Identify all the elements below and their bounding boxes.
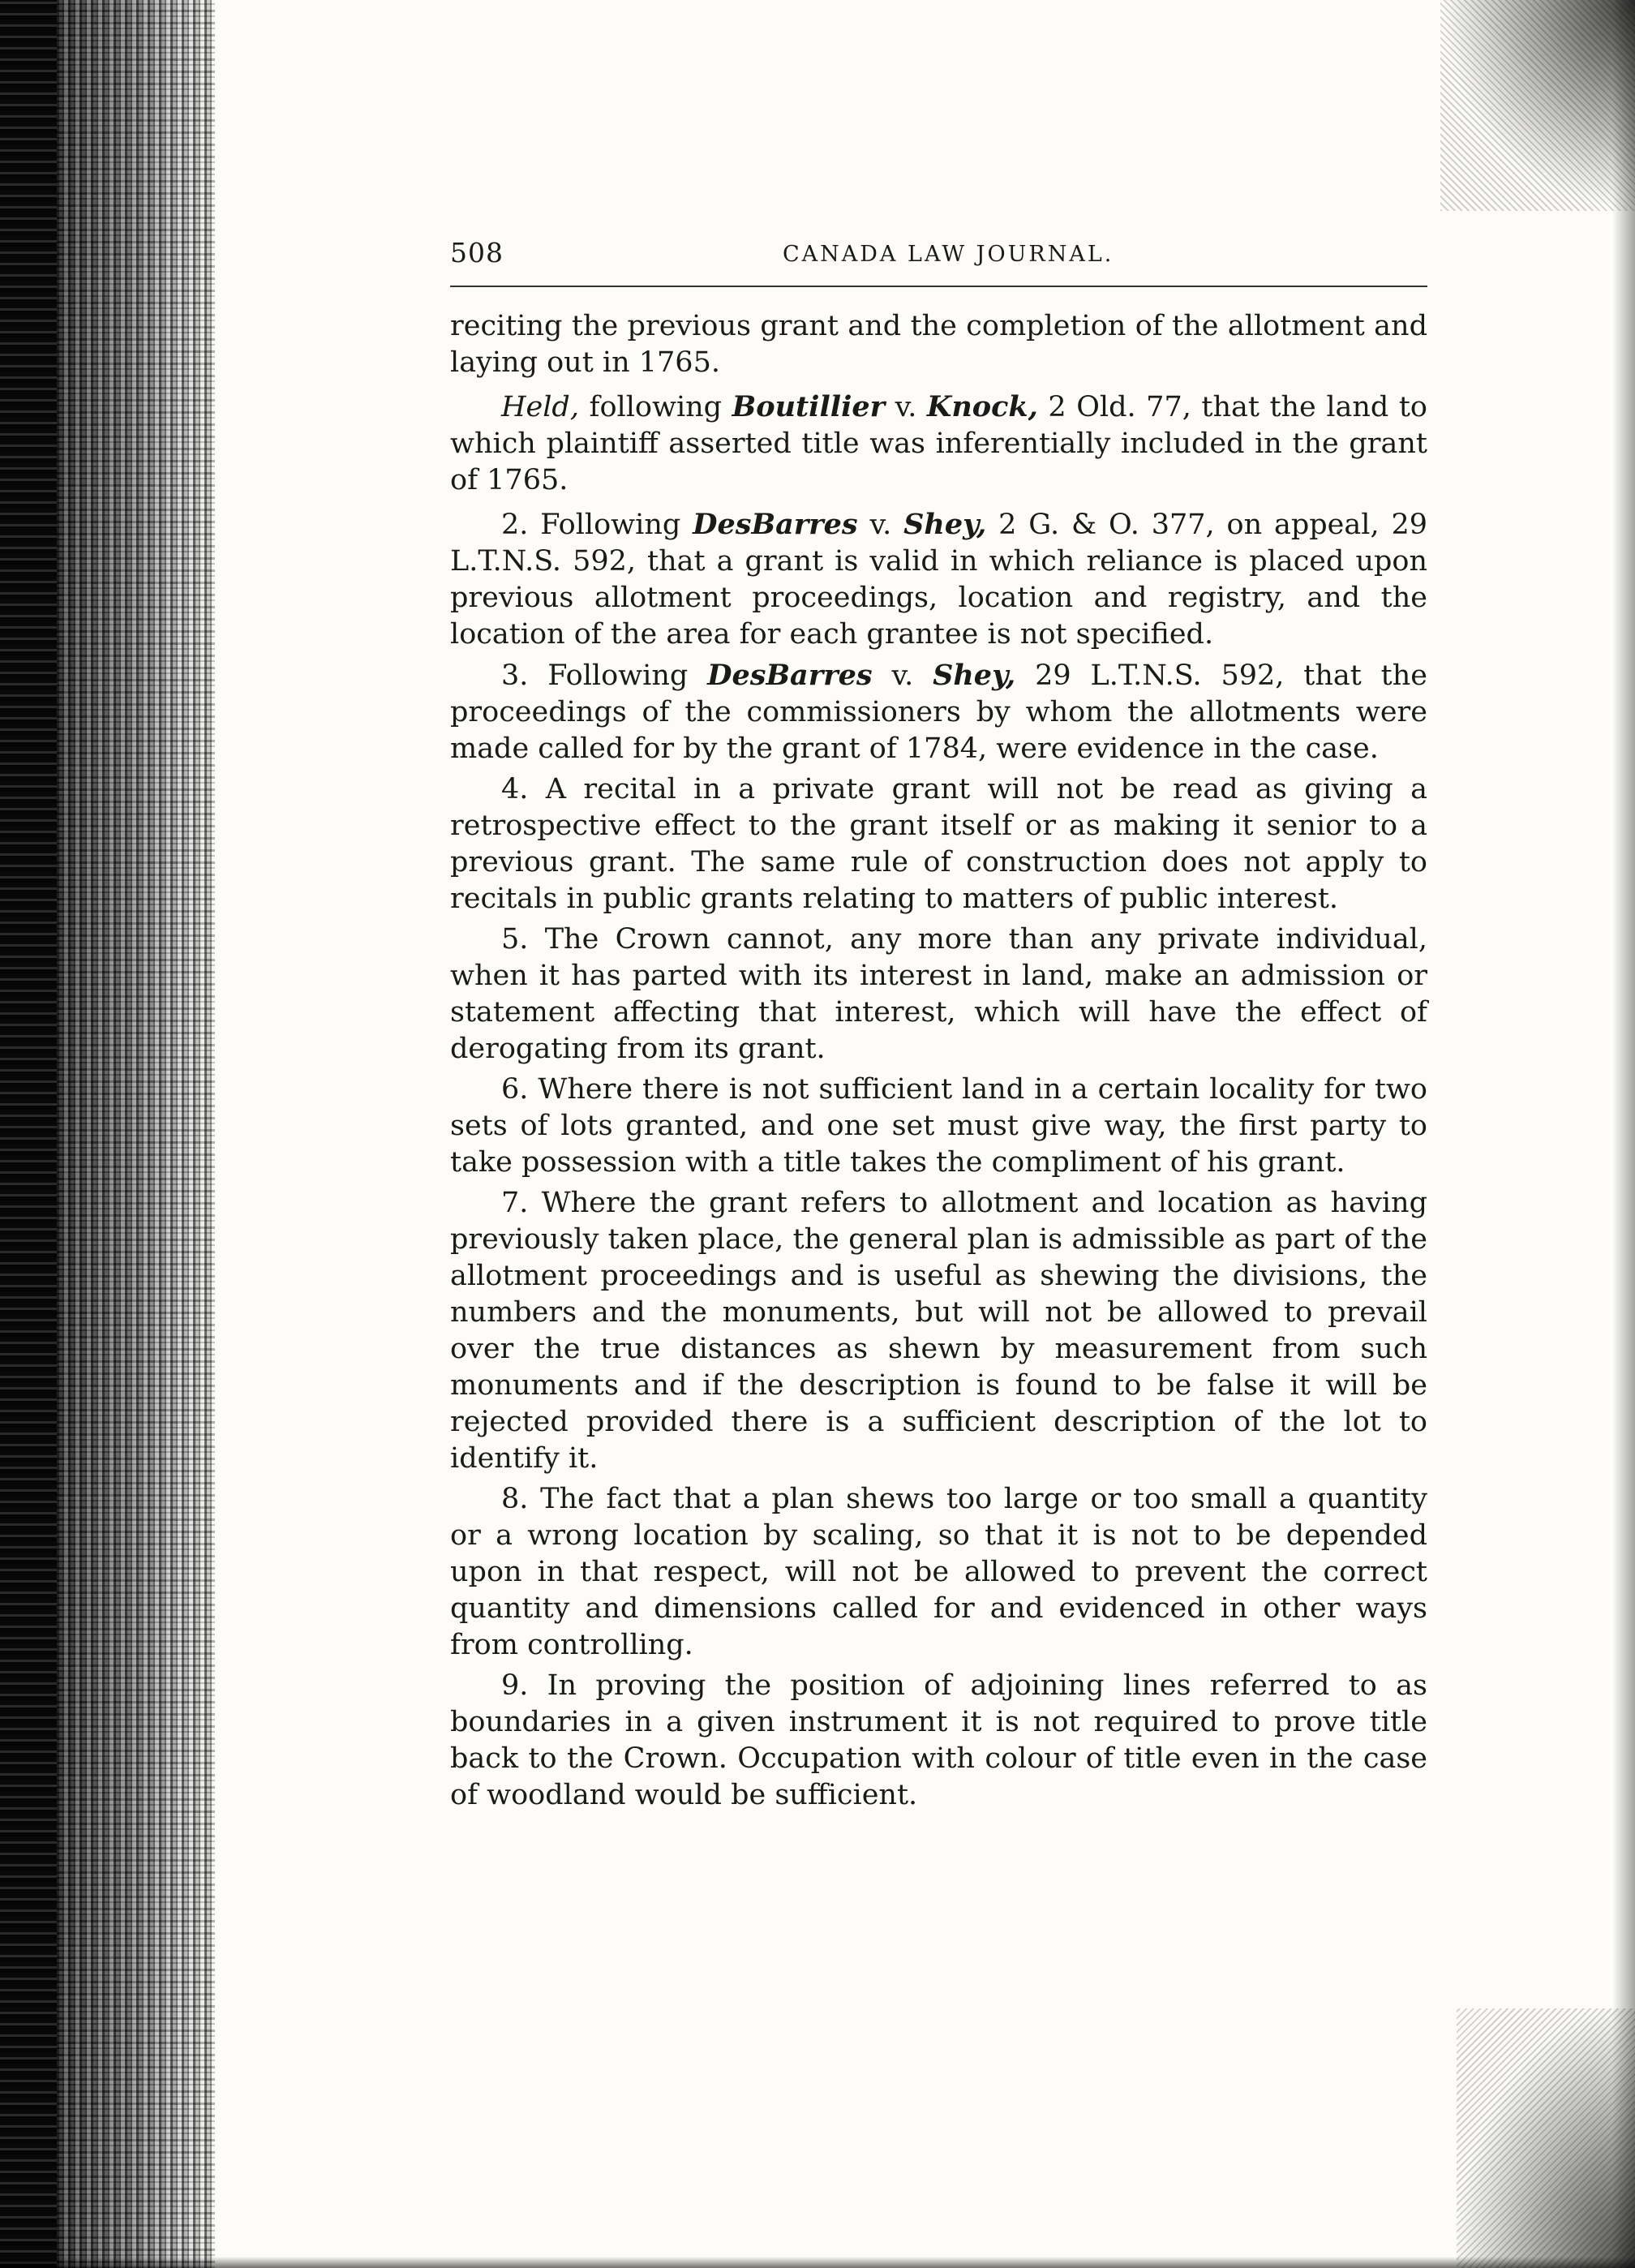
paragraph-8 bbox=[450, 1481, 1427, 1664]
paragraph-text: 6. Where there is not sufficient land in a certain locality for two sets of lots granted, and one set must give way, the first party to take possession with a title takes the compliment of his grant. bbox=[450, 1073, 1427, 1179]
case-name: DesBarres bbox=[693, 508, 858, 541]
case-name: Shey, bbox=[903, 508, 987, 541]
paragraph-text: 9. In proving the position of adjoining lines referred to as boundaries in a given instrument it is not required to prove title back to the Crown. Occupation with colour of title even in the case of woodland would be sufficient. bbox=[450, 1669, 1427, 1811]
scan-bottom-edge bbox=[0, 2257, 1635, 2268]
versus: v. bbox=[872, 659, 933, 692]
case-name: Shey, bbox=[933, 659, 1016, 692]
paragraph-7 bbox=[450, 1185, 1427, 1477]
paragraph-text: 29 L.T.N.S. 592, that the proceedings of the commissioners by whom the allotments were made called for by the grant of 1784, were evidence in the case. bbox=[450, 659, 1427, 765]
running-head bbox=[450, 227, 1427, 276]
held-lead: Held, bbox=[501, 391, 579, 423]
paragraph-3 bbox=[450, 657, 1427, 767]
scan-top-right-corner bbox=[1440, 0, 1635, 211]
paragraph-text: 4. A recital in a private grant will not be read as giving a retrospective effect to the grant itself or as making it senior to a previous grant. The same rule of construction does not apply to recitals in public grants relating to matters of public interest. bbox=[450, 773, 1427, 915]
paragraph-text: following bbox=[578, 391, 732, 423]
paragraph-text: 7. Where the grant refers to allotment and location as having previously taken place, the general plan is admissible as part of the allotment proceedings and is useful as shewing the divisions, the numbers and the monuments, but will not be allowed to prevail over the true distances as shewn by measurement from such monuments and if the description is found to be false it will be rejected provided there is a sufficient description of the lot to identify it. bbox=[450, 1187, 1427, 1475]
paragraph-9 bbox=[450, 1668, 1427, 1814]
paragraph-6 bbox=[450, 1072, 1427, 1181]
page-number: 508 bbox=[450, 237, 504, 268]
paragraph-text: 3. Following bbox=[501, 659, 708, 692]
paragraph-4 bbox=[450, 771, 1427, 917]
scan-left-edge bbox=[0, 0, 215, 2268]
paragraph-continuation bbox=[450, 308, 1427, 381]
paragraph-2 bbox=[450, 506, 1427, 653]
book-page bbox=[450, 227, 1427, 1818]
case-name: Boutillier bbox=[732, 390, 886, 423]
paragraph-text: 5. The Crown cannot, any more than any private individual, when it has parted with its interest in land, make an admission or statement affecting that interest, which will have the effect of derogating from its grant. bbox=[450, 923, 1427, 1065]
journal-title: CANADA LAW JOURNAL. bbox=[783, 242, 1114, 267]
paragraph-text: 8. The fact that a plan shews too large or too small a quantity or a wrong location by scaling, so that it is not to be depended upon in that respect, will not be allowed to prevent the correct quantity and dimensions called for and evidenced in other ways from controlling. bbox=[450, 1483, 1427, 1661]
case-name: DesBarres bbox=[707, 659, 873, 692]
paragraph-5 bbox=[450, 921, 1427, 1067]
case-name: Knock, bbox=[926, 390, 1038, 423]
paragraph-text: 2 G. & O. 377, on appeal, 29 L.T.N.S. 592, that a grant is valid in which reliance is placed upon previous allotment proceedings, location and registry, and the location of the area for each grantee is not specified. bbox=[450, 509, 1427, 651]
paragraph-text: 2. Following bbox=[501, 509, 693, 541]
scan-right-edge bbox=[1612, 0, 1635, 2268]
header-rule bbox=[450, 286, 1427, 287]
paragraph-text: reciting the previous grant and the completion of the allotment and laying out in 1765. bbox=[450, 310, 1427, 379]
paragraph-held bbox=[450, 389, 1427, 499]
paragraph-text: 2 Old. 77, that the land to which plaintiff asserted title was inferentially included in the grant of 1765. bbox=[450, 391, 1427, 496]
versus: v. bbox=[885, 391, 927, 423]
scan-bottom-right-corner bbox=[1457, 2008, 1635, 2268]
body-text bbox=[450, 308, 1427, 1814]
versus: v. bbox=[857, 509, 904, 541]
